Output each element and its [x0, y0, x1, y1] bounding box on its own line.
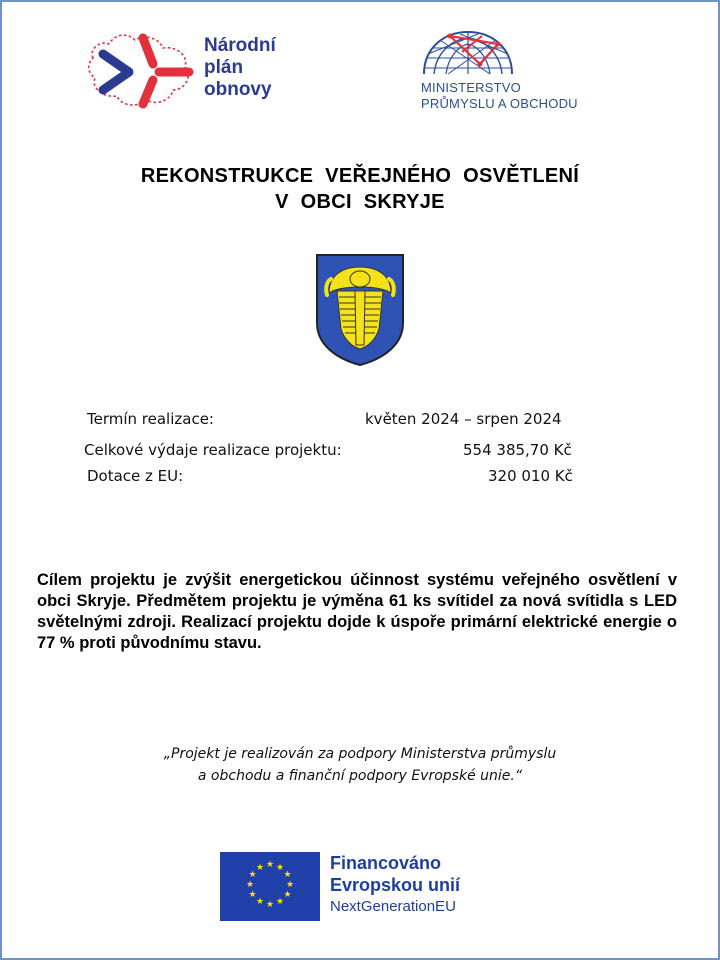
- svg-text:★: ★: [245, 880, 255, 890]
- trilobite-coat-of-arms-icon: [315, 253, 405, 367]
- info-row-term: [0, 410, 720, 430]
- cost-value: 554 385,70 Kč: [463, 441, 572, 459]
- title-line2: V OBCI SKRYJE: [275, 191, 445, 213]
- mpo-line1: MINISTERSTVO: [421, 80, 521, 95]
- eu-funding-text: [330, 852, 460, 918]
- svg-text:★: ★: [255, 863, 265, 873]
- eu-line1: Financováno: [330, 853, 442, 873]
- svg-text:★: ★: [275, 897, 285, 907]
- eu-flag-icon: [220, 852, 320, 921]
- mpo-logo: [418, 28, 618, 114]
- npo-line3: obnovy: [204, 79, 272, 100]
- grant-value: 320 010 Kč: [488, 467, 573, 485]
- term-value: květen 2024 – srpen 2024: [365, 410, 562, 428]
- grant-label: Dotace z EU:: [87, 467, 184, 485]
- quote-line2: a obchodu a finanční podpory Evropské unie.“: [197, 768, 523, 784]
- npo-logo: [85, 28, 300, 110]
- info-row-grant: [0, 467, 720, 487]
- svg-text:★: ★: [285, 880, 295, 890]
- svg-text:★: ★: [255, 897, 265, 907]
- svg-text:★: ★: [265, 900, 275, 910]
- eu-stars-icon: [220, 852, 320, 921]
- svg-text:★: ★: [275, 863, 285, 873]
- svg-text:★: ★: [283, 890, 292, 900]
- npo-line1: Národní: [204, 35, 276, 56]
- info-row-cost: [0, 441, 720, 461]
- term-label: Termín realizace:: [87, 410, 214, 428]
- quote-line1: „Projekt je realizován za podpory Ministerstva průmyslu: [163, 746, 557, 762]
- page-title: [0, 163, 720, 215]
- mpo-line2: PRŮMYSLU A OBCHODU: [421, 96, 578, 111]
- title-line1: REKONSTRUKCE VEŘEJNÉHO OSVĚTLENÍ: [140, 165, 580, 187]
- npo-mark-icon: [85, 28, 200, 110]
- svg-text:★: ★: [265, 860, 275, 870]
- mpo-wordmark: [421, 80, 578, 112]
- svg-text:★: ★: [248, 870, 257, 880]
- coat-of-arms: [315, 253, 405, 367]
- eu-line2: Evropskou unií: [330, 875, 461, 895]
- svg-text:★: ★: [283, 870, 292, 880]
- npo-wordmark: [204, 35, 276, 101]
- globe-mesh-icon: [420, 28, 516, 78]
- project-description: Cílem projektu je zvýšit energetickou účinnost systému veřejného osvětlení v obci Skryje. Předmětem projektu je výměna 61 ks svítidel za nová svítidla s LED světelnými zdroji. Realizací projektu dojde k úspoře primární elektrické energie o 77 % proti původnímu stavu.: [37, 571, 677, 652]
- eu-line3: NextGenerationEU: [330, 898, 456, 915]
- support-quote: [0, 743, 720, 787]
- cost-label: Celkové výdaje realizace projektu:: [84, 441, 342, 459]
- svg-text:★: ★: [248, 890, 257, 900]
- npo-line2: plán: [204, 57, 244, 78]
